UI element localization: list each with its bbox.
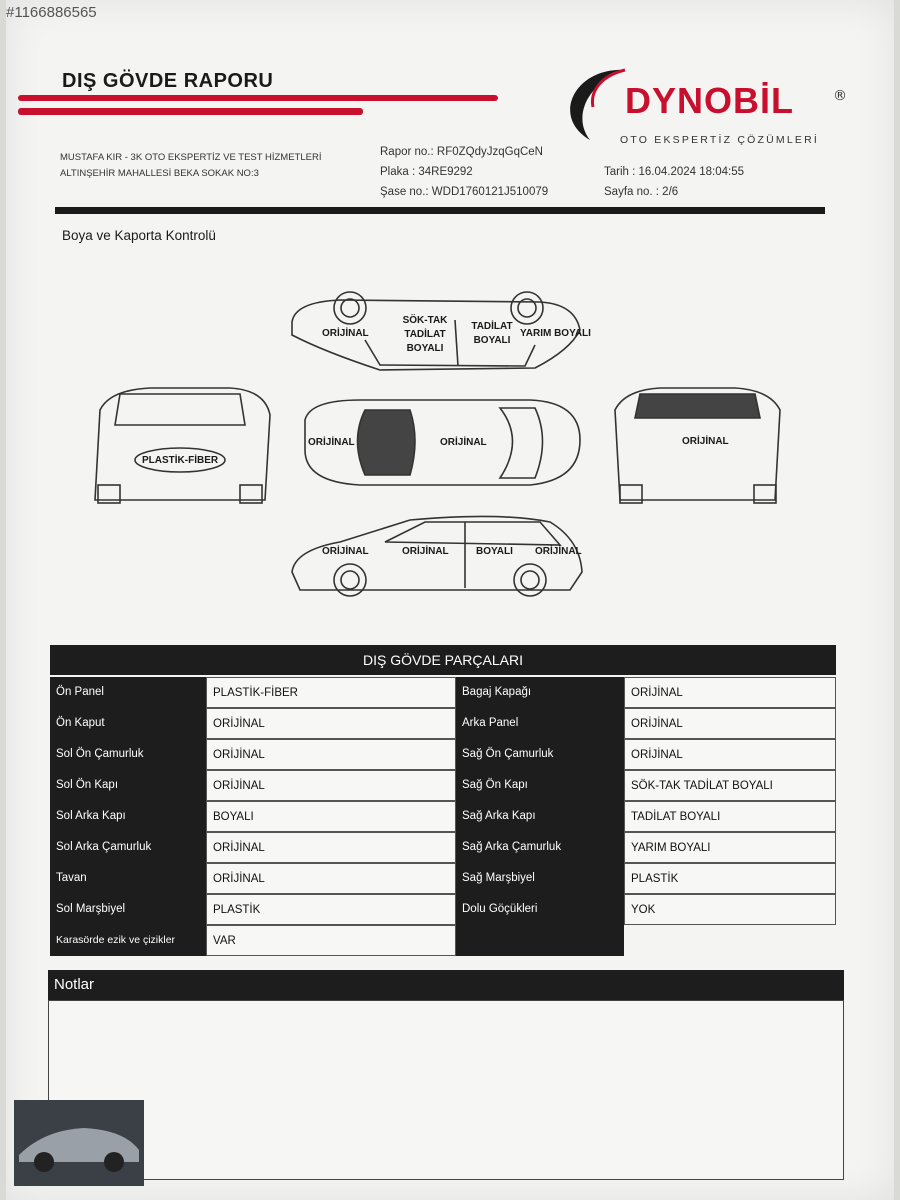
diagram-label: ORİJİNAL [402,546,449,557]
part-value: PLASTİK [624,863,836,894]
table-filler [456,925,624,956]
part-label: Bagaj Kapağı [456,677,624,708]
part-label: Sol Arka Çamurluk [50,832,206,863]
part-label: Sol Arka Kapı [50,801,206,832]
part-value: YARIM BOYALI [624,832,836,863]
diagram-label: ORİJİNAL [440,437,487,448]
part-label: Arka Panel [456,708,624,739]
brand-registered-mark: ® [833,88,847,104]
part-value: VAR [206,925,456,956]
part-value: PLASTİK [206,894,456,925]
part-value: ORİJİNAL [206,739,456,770]
part-value: YOK [624,894,836,925]
brand-tagline: OTO EKSPERTİZ ÇÖZÜMLERİ [620,134,819,146]
page-number: Sayfa no. : 2/6 [604,186,679,198]
company-name: MUSTAFA KIR - 3K OTO EKSPERTİZ VE TEST HİZMETLERİ [60,152,322,163]
part-value: ORİJİNAL [206,770,456,801]
part-label: Sol Ön Çamurluk [50,739,206,770]
report-date: Tarih : 16.04.2024 18:04:55 [604,166,745,178]
part-label: Dolu Göçükleri [456,894,624,925]
part-value: PLASTİK-FİBER [206,677,456,708]
diagram-label: ORİJİNAL [535,546,582,557]
part-value: TADİLAT BOYALI [624,801,836,832]
part-label: Tavan [50,863,206,894]
sports-car-icon [14,1100,144,1186]
listing-id: #1166886565 [6,4,97,21]
diagram-label: BOYALI [476,546,513,557]
brand-name: DYNOBİL [625,80,794,121]
diagram-label: ORİJİNAL [322,328,369,339]
title-underline [18,95,498,101]
chassis-number: Şase no.: WDD1760121J510079 [380,186,549,198]
part-value: BOYALI [206,801,456,832]
plate-number: Plaka : 34RE9292 [380,166,473,178]
car-thumbnail [14,1100,144,1186]
part-label: Sol Marşbiyel [50,894,206,925]
diagram-label: ORİJİNAL [308,437,355,448]
part-label: Sağ Marşbiyel [456,863,624,894]
part-label: Sol Ön Kapı [50,770,206,801]
part-value: ORİJİNAL [206,863,456,894]
report-title: DIŞ GÖVDE RAPORU [62,70,274,92]
diagram-label: ORİJİNAL [682,436,729,447]
part-value: ORİJİNAL [624,708,836,739]
section-title: Boya ve Kaporta Kontrolü [62,228,216,243]
parts-table-header: DIŞ GÖVDE PARÇALARI [50,645,836,675]
header-divider [55,207,825,214]
notes-box [48,1000,844,1180]
diagram-label: ORİJİNAL [322,546,369,557]
part-label: Sağ Ön Kapı [456,770,624,801]
part-label: Sağ Arka Çamurluk [456,832,624,863]
company-address: ALTINŞEHİR MAHALLESİ BEKA SOKAK NO:3 [60,168,259,179]
diagram-label: SÖK-TAK TADİLAT BOYALI [402,315,448,354]
part-value: ORİJİNAL [624,739,836,770]
part-label: Sağ Ön Çamurluk [456,739,624,770]
notes-header: Notlar [48,970,844,1000]
part-value: ORİJİNAL [624,677,836,708]
part-label: Ön Panel [50,677,206,708]
part-label: Sağ Arka Kapı [456,801,624,832]
report-number: Rapor no.: RF0ZQdyJzqGqCeN [380,146,543,158]
part-value: ORİJİNAL [206,832,456,863]
diagram-label: PLASTİK-FİBER [142,455,219,466]
part-label: Ön Kaput [50,708,206,739]
part-label: Karasörde ezik ve çizikler [50,925,206,956]
title-underline-2 [18,108,363,115]
diagram-label: TADİLAT BOYALI [471,321,513,346]
part-value: ORİJİNAL [206,708,456,739]
company-info [60,150,321,182]
part-value: SÖK-TAK TADİLAT BOYALI [624,770,836,801]
diagram-label: YARIM BOYALI [520,328,591,339]
